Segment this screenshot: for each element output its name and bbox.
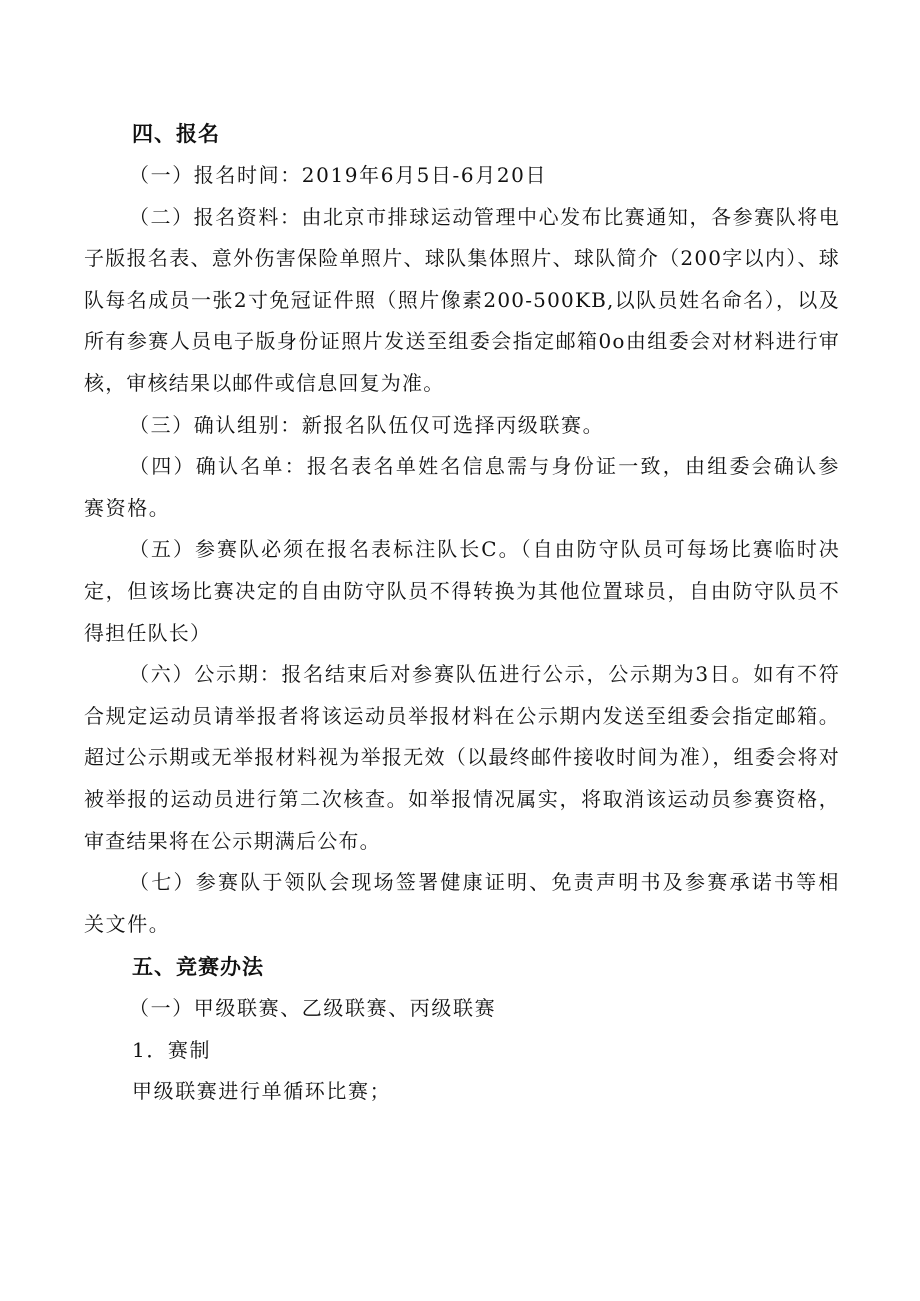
paragraph-public-notice: （六）公示期：报名结束后对参赛队伍进行公示，公示期为3日。如有不符合规定运动员请举报者将该运动员举报材料在公示期内发送至组委会指定邮箱。超过公示期或无举报材料视为举报无效（以最终邮件接收时间为准），组委会将对被举报的运动员进行第二次核查。如举报情况属实，将取消该运动员参赛资格，审查结果将在公示期满后公布。 — [84, 662, 840, 853]
paragraph-team-captain: （五）参赛队必须在报名表标注队长C。（自由防守队员可每场比赛临时决定，但该场比赛决定的自由防守队员不得转换为其他位置球员，自由防守队员不得担任队长） — [84, 537, 840, 645]
paragraph-registration-time: （一）报名时间：2019年6月5日-6月20日 — [129, 163, 548, 187]
document-body — [84, 114, 840, 1113]
paragraph-confirm-group: （三）确认组别：新报名队伍仅可选择丙级联赛。 — [129, 412, 605, 437]
paragraph-league-levels: （一）甲级联赛、乙级联赛、丙级联赛 — [129, 996, 497, 1021]
paragraph-format-label: 1．赛制 — [132, 1037, 212, 1062]
paragraph-confirm-roster: （四）确认名单：报名表名单姓名信息需与身份证一致，由组委会确认参赛资格。 — [84, 454, 840, 520]
section-heading-competition-method: 五、竞赛办法 — [132, 955, 264, 980]
paragraph-registration-materials: （二）报名资料：由北京市排球运动管理中心发布比赛通知，各参赛队将电子版报名表、意外伤害保险单照片、球队集体照片、球队简介（200字以内）、球队每名成员一张2寸免冠证件照（照片像素200-500KB,以队员姓名命名），以及所有参赛人员电子版身份证照片发送至组委会指定邮箱0o由组委会对材料进行审核，审核结果以邮件或信息回复为准。 — [84, 204, 840, 395]
paragraph-format-text: 甲级联赛进行单循环比赛； — [132, 1079, 392, 1104]
paragraph-sign-documents: （七）参赛队于领队会现场签署健康证明、免责声明书及参赛承诺书等相关文件。 — [84, 870, 840, 936]
section-heading-registration: 四、报名 — [132, 122, 220, 146]
